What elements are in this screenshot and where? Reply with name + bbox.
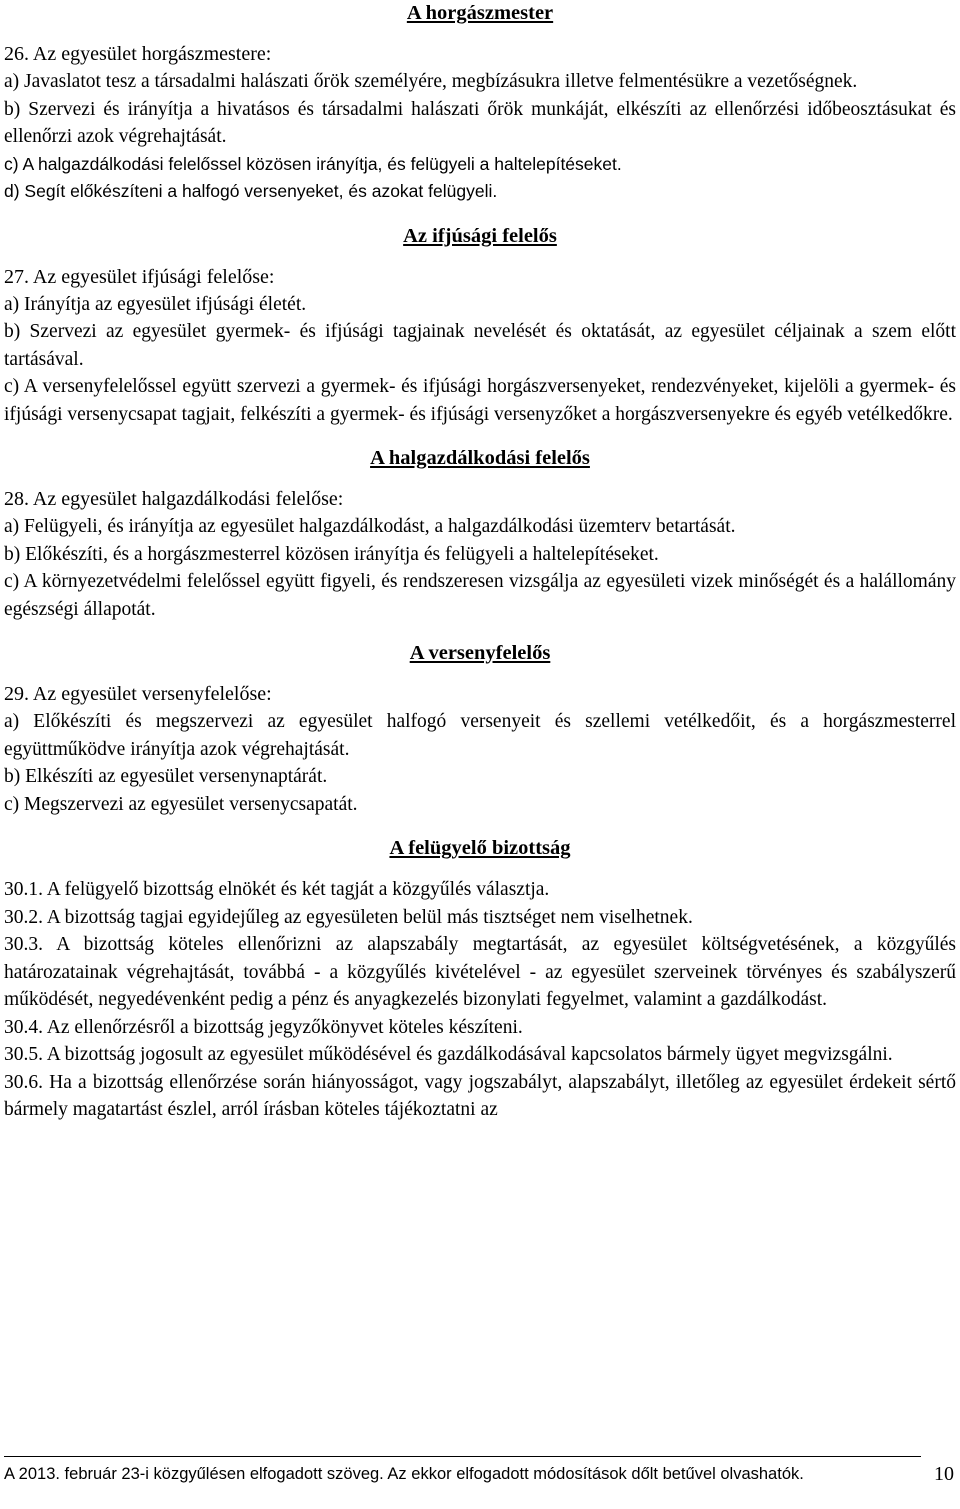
heading-verseny: A versenyfelelős xyxy=(409,642,551,664)
section-30-6: 30.6. Ha a bizottság ellenőrzése során hiányosságot, vagy jogszabályt, alapszabályt, illetőleg az egyesület érdekeit sértő bármely magatartást észlel, arról írásban köteles tájékoztatni az xyxy=(4,1071,956,1120)
section-26-title: 26. Az egyesület horgászmestere: xyxy=(4,43,272,65)
section-30-3: 30.3. A bizottság köteles ellenőrizni az alapszabály megtartását, az egyesület költségvetésének, a közgyűlés határozatainak végrehajtását, továbbá - a közgyűlés kivételével - az egyesület szerveinek törvényes és szabályszerű működését, negyedévenként pedig a pénz és anyagkezelés bizonylati fegyelmet, valamint a gazdálkodást. xyxy=(4,934,956,1010)
section-29-item-b: b) Elkészíti az egyesület versenynaptárát. xyxy=(4,766,328,787)
document-page xyxy=(4,0,956,1124)
section-30-5: 30.5. A bizottság jogosult az egyesület működésével és gazdálkodásával kapcsolatos bármely ügyet megvizsgálni. xyxy=(4,1044,893,1065)
page-number: 10 xyxy=(934,1463,954,1485)
footer-divider xyxy=(4,1456,921,1457)
section-27-item-a: a) Irányítja az egyesület ifjúsági életét. xyxy=(4,293,307,315)
section-27-title: 27. Az egyesület ifjúsági felelőse: xyxy=(4,265,275,288)
section-26-item-d: d) Segít előkészíteni a halfogó versenyeket, és azokat felügyeli. xyxy=(4,181,498,201)
section-28-item-c: c) A környezetvédelmi felelőssel együtt figyeli, és rendszeresen vizsgálja az egyesületi vizek minőségét és a halállomány egészségi állapotát. xyxy=(4,571,956,620)
section-30-2: 30.2. A bizottság tagjai egyidejűleg az egyesületen belül más tisztséget nem viselhetnek. xyxy=(4,906,693,928)
heading-felugyelo: A felügyelő bizottság xyxy=(389,837,571,859)
section-29-item-a: a) Előkészíti és megszervezi az egyesület halfogó versenyeit és szellemi vetélkedőit, és a horgászmesterrel együttműködve irányítja azok végrehajtását. xyxy=(4,711,956,760)
section-30-1: 30.1. A felügyelő bizottság elnökét és két tagját a közgyűlés választja. xyxy=(4,879,550,900)
footer-note: A 2013. február 23-i közgyűlésen elfogadott szöveg. Az ekkor elfogadott módosítások dőlt betűvel olvashatók. xyxy=(4,1465,804,1483)
section-28-title: 28. Az egyesület halgazdálkodási felelőse: xyxy=(4,488,344,510)
section-29-title: 29. Az egyesület versenyfelelőse: xyxy=(4,683,272,705)
heading-horgaszmester: A horgászmester xyxy=(406,2,554,24)
section-30-4: 30.4. Az ellenőrzésről a bizottság jegyzőkönyvet köteles készíteni. xyxy=(4,1016,523,1038)
heading-ifjusagi: Az ifjúsági felelős xyxy=(403,224,557,247)
section-28-item-a: a) Felügyeli, és irányítja az egyesület halgazdálkodást, a halgazdálkodási üzemterv betartását. xyxy=(4,516,736,537)
section-27-item-c: c) A versenyfelelőssel együtt szervezi a gyermek- és ifjúsági horgászversenyeket, rendezvényeket, kijelöli a gyermek- és ifjúsági versenycsapat tagjait, felkészíti a gyermek- és ifjúsági versenyzőket a horgászversenyekre és egyéb vetélkedőkre. xyxy=(4,376,956,425)
section-26-item-b: b) Szervezi és irányítja a hivatásos és társadalmi halászati őrök munkáját, elkészíti az ellenőrzési időbeosztásukat és ellenőrzi azok végrehajtását. xyxy=(4,98,956,147)
heading-halgazdalkodasi: A halgazdálkodási felelős xyxy=(370,447,590,469)
section-28-item-b: b) Előkészíti, és a horgászmesterrel közösen irányítja és felügyeli a haltelepítéseket. xyxy=(4,543,659,565)
page-footer xyxy=(4,1456,956,1485)
section-26-item-c: c) A halgazdálkodási felelőssel közösen irányítja, és felügyeli a haltelepítéseket. xyxy=(4,153,622,174)
section-29-item-c: c) Megszervezi az egyesület versenycsapatát. xyxy=(4,793,358,815)
section-27-item-b: b) Szervezi az egyesület gyermek- és ifjúsági tagjainak nevelését és oktatását, az egyesület céljainak a szem előtt tartásával. xyxy=(4,321,956,370)
section-26-item-a: a) Javaslatot tesz a társadalmi halászati őrök személyére, megbízásukra illetve felmentésükre a vezetőségnek. xyxy=(4,71,858,92)
